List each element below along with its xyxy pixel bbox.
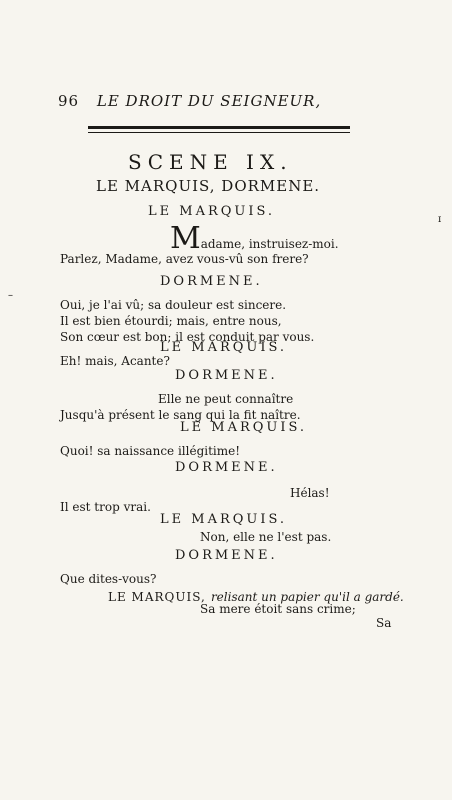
verse-line: Que dites-vous? xyxy=(60,572,157,586)
scene-title: SCENE IX. xyxy=(128,150,293,174)
speaker-name: LE MARQUIS. xyxy=(160,340,288,355)
verse-line: Oui, je l'ai vû; sa douleur est sincere. xyxy=(60,298,287,312)
running-title: LE DROIT DU SEIGNEUR, xyxy=(96,92,322,110)
verse-line xyxy=(170,221,339,256)
verse-line: Il est trop vrai. xyxy=(60,500,151,514)
scene-characters: LE MARQUIS, DORMENE. xyxy=(96,177,321,195)
speaker-name: DORMENE. xyxy=(175,460,278,475)
verse-line: Parlez, Madame, avez vous-vû son frere? xyxy=(60,252,309,266)
speaker-name: LE MARQUIS. xyxy=(160,512,288,527)
verse-line: Non, elle ne l'est pas. xyxy=(200,530,332,544)
header-rule-thin xyxy=(88,132,350,133)
verse-line: Son cœur est bon; il est conduit par vous. xyxy=(60,330,315,344)
stage-direction: relisant un papier qu'il a gardé. xyxy=(210,590,404,604)
running-header xyxy=(58,92,358,110)
speaker-name: DORMENE. xyxy=(160,274,263,289)
speaker-name: DORMENE. xyxy=(175,548,278,563)
verse-line: Sa mere étoit sans crime; xyxy=(200,602,356,616)
speaker-name: LE MARQUIS. xyxy=(180,420,308,435)
catchword: Sa xyxy=(376,616,392,630)
margin-mark: ɪ xyxy=(438,214,442,225)
verse-line: Jusqu'à présent le sang qui la fit naître. xyxy=(60,408,301,422)
verse-line-text: adame, instruisez-moi. xyxy=(200,237,339,251)
header-rule-thick xyxy=(88,126,350,129)
verse-line: Il est bien étourdi; mais, entre nous, xyxy=(60,314,282,328)
speaker-name: DORMENE. xyxy=(175,368,278,383)
margin-mark: – xyxy=(8,290,13,301)
verse-line: Eh! mais, Acante? xyxy=(60,354,170,368)
verse-line: Quoi! sa naissance illégitime! xyxy=(60,444,241,458)
verse-line: Elle ne peut connaître xyxy=(158,392,294,406)
speaker-name: LE MARQUIS, xyxy=(108,590,206,604)
speaker-name: LE MARQUIS. xyxy=(148,204,276,219)
drop-cap: M xyxy=(170,221,201,256)
page-number: 96 xyxy=(58,92,80,110)
verse-line: Hélas! xyxy=(290,486,330,500)
